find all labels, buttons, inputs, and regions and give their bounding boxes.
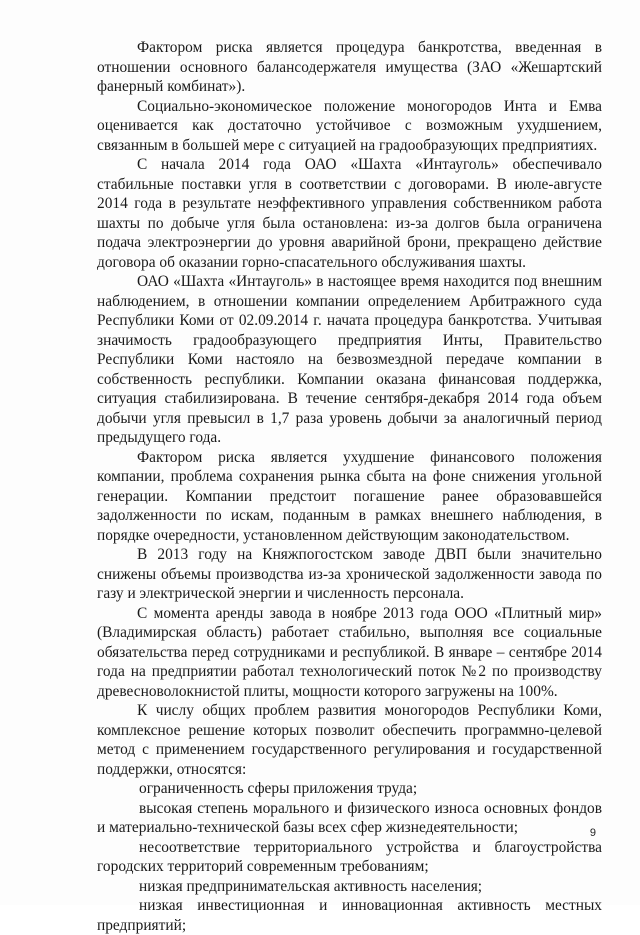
list-item: несоответствие территориального устройства и благоустройства городских территорий современным требованиям; bbox=[97, 838, 602, 875]
page-number: 9 bbox=[589, 827, 596, 839]
list-item: высокая степень морального и физического износа основных фондов и материально-технической базы всех сфер жизнедеятельности; bbox=[97, 799, 602, 836]
paragraph: В 2013 году на Княжпогостском заводе ДВП были значительно снижены объемы производства из-за хронической задолженности завода по газу и электрической энергии и численность персонала. bbox=[97, 546, 602, 602]
list-item: низкая предпринимательская активность населения; bbox=[139, 877, 483, 895]
paragraph: Фактором риска является ухудшение финансового положения компании, проблема сохранения рынка сбыта на фоне снижения угольной генерации. Компании предстоит погашение ранее образовавшейся задолженности по искам, поданным в рамках внешнего наблюдения, в порядке очередности, установленном действующим законодательством. bbox=[97, 448, 602, 544]
paragraph: К числу общих проблем развития моногородов Республики Коми, комплексное решение которых позволит обеспечить программно-целевой метод с применением государственного регулирования и государственной поддержки, относятся: bbox=[97, 702, 602, 778]
paragraph: С начала 2014 года ОАО «Шахта «Интауголь» обеспечивало стабильные поставки угля в соответствии с договорами. В июле-августе 2014 года в результате неэффективного управления собственником работа шахты по добыче угля была остановлена: из-за долгов была ограничена подача электроэнергии до уровня аварийной брони, прекращено действие договора об оказании горно-спасательного обслуживания шахты. bbox=[97, 156, 602, 271]
paragraph: ОАО «Шахта «Интауголь» в настоящее время находится под внешним наблюдением, в отношении компании определением Арбитражного суда Республики Коми от 02.09.2014 г. начата процедура банкротства. Учитывая значимость градообразующего предприятия Инты, Правительство Республики Коми настояло на безвозмездной передаче компании в собственность республики. Компании оказана финансовая поддержка, ситуация стабилизирована. В течение сентября-декабря 2014 года объем добычи угля превысил в 1,7 раза уровень добычи за аналогичный период предыдущего года. bbox=[97, 273, 602, 446]
paragraph: Социально-экономическое положение моногородов Инта и Емва оценивается как достаточно устойчивое с возможным ухудшением, связанным в большей мере с ситуацией на градообразующих предприятиях. bbox=[97, 97, 602, 154]
document-body bbox=[97, 38, 602, 935]
paragraph: С момента аренды завода в ноябре 2013 года ООО «Плитный мир» (Владимирская область) работает стабильно, выполняя все социальные обязательства перед сотрудниками и республикой. В январе – сентябре 2014 года на предприятии работал технологический поток №2 по производству древесноволокнистой плиты, мощности которого загружены на 100%. bbox=[97, 604, 602, 700]
list-item: ограниченность сферы приложения труда; bbox=[139, 780, 418, 797]
list-item: низкая инвестиционная и инновационная активность местных предприятий; bbox=[97, 897, 602, 934]
paragraph: Фактором риска является процедура банкротства, введенная в отношении основного балансодержателя имущества (ЗАО «Жешартский фанерный комбинат»). bbox=[97, 39, 602, 95]
